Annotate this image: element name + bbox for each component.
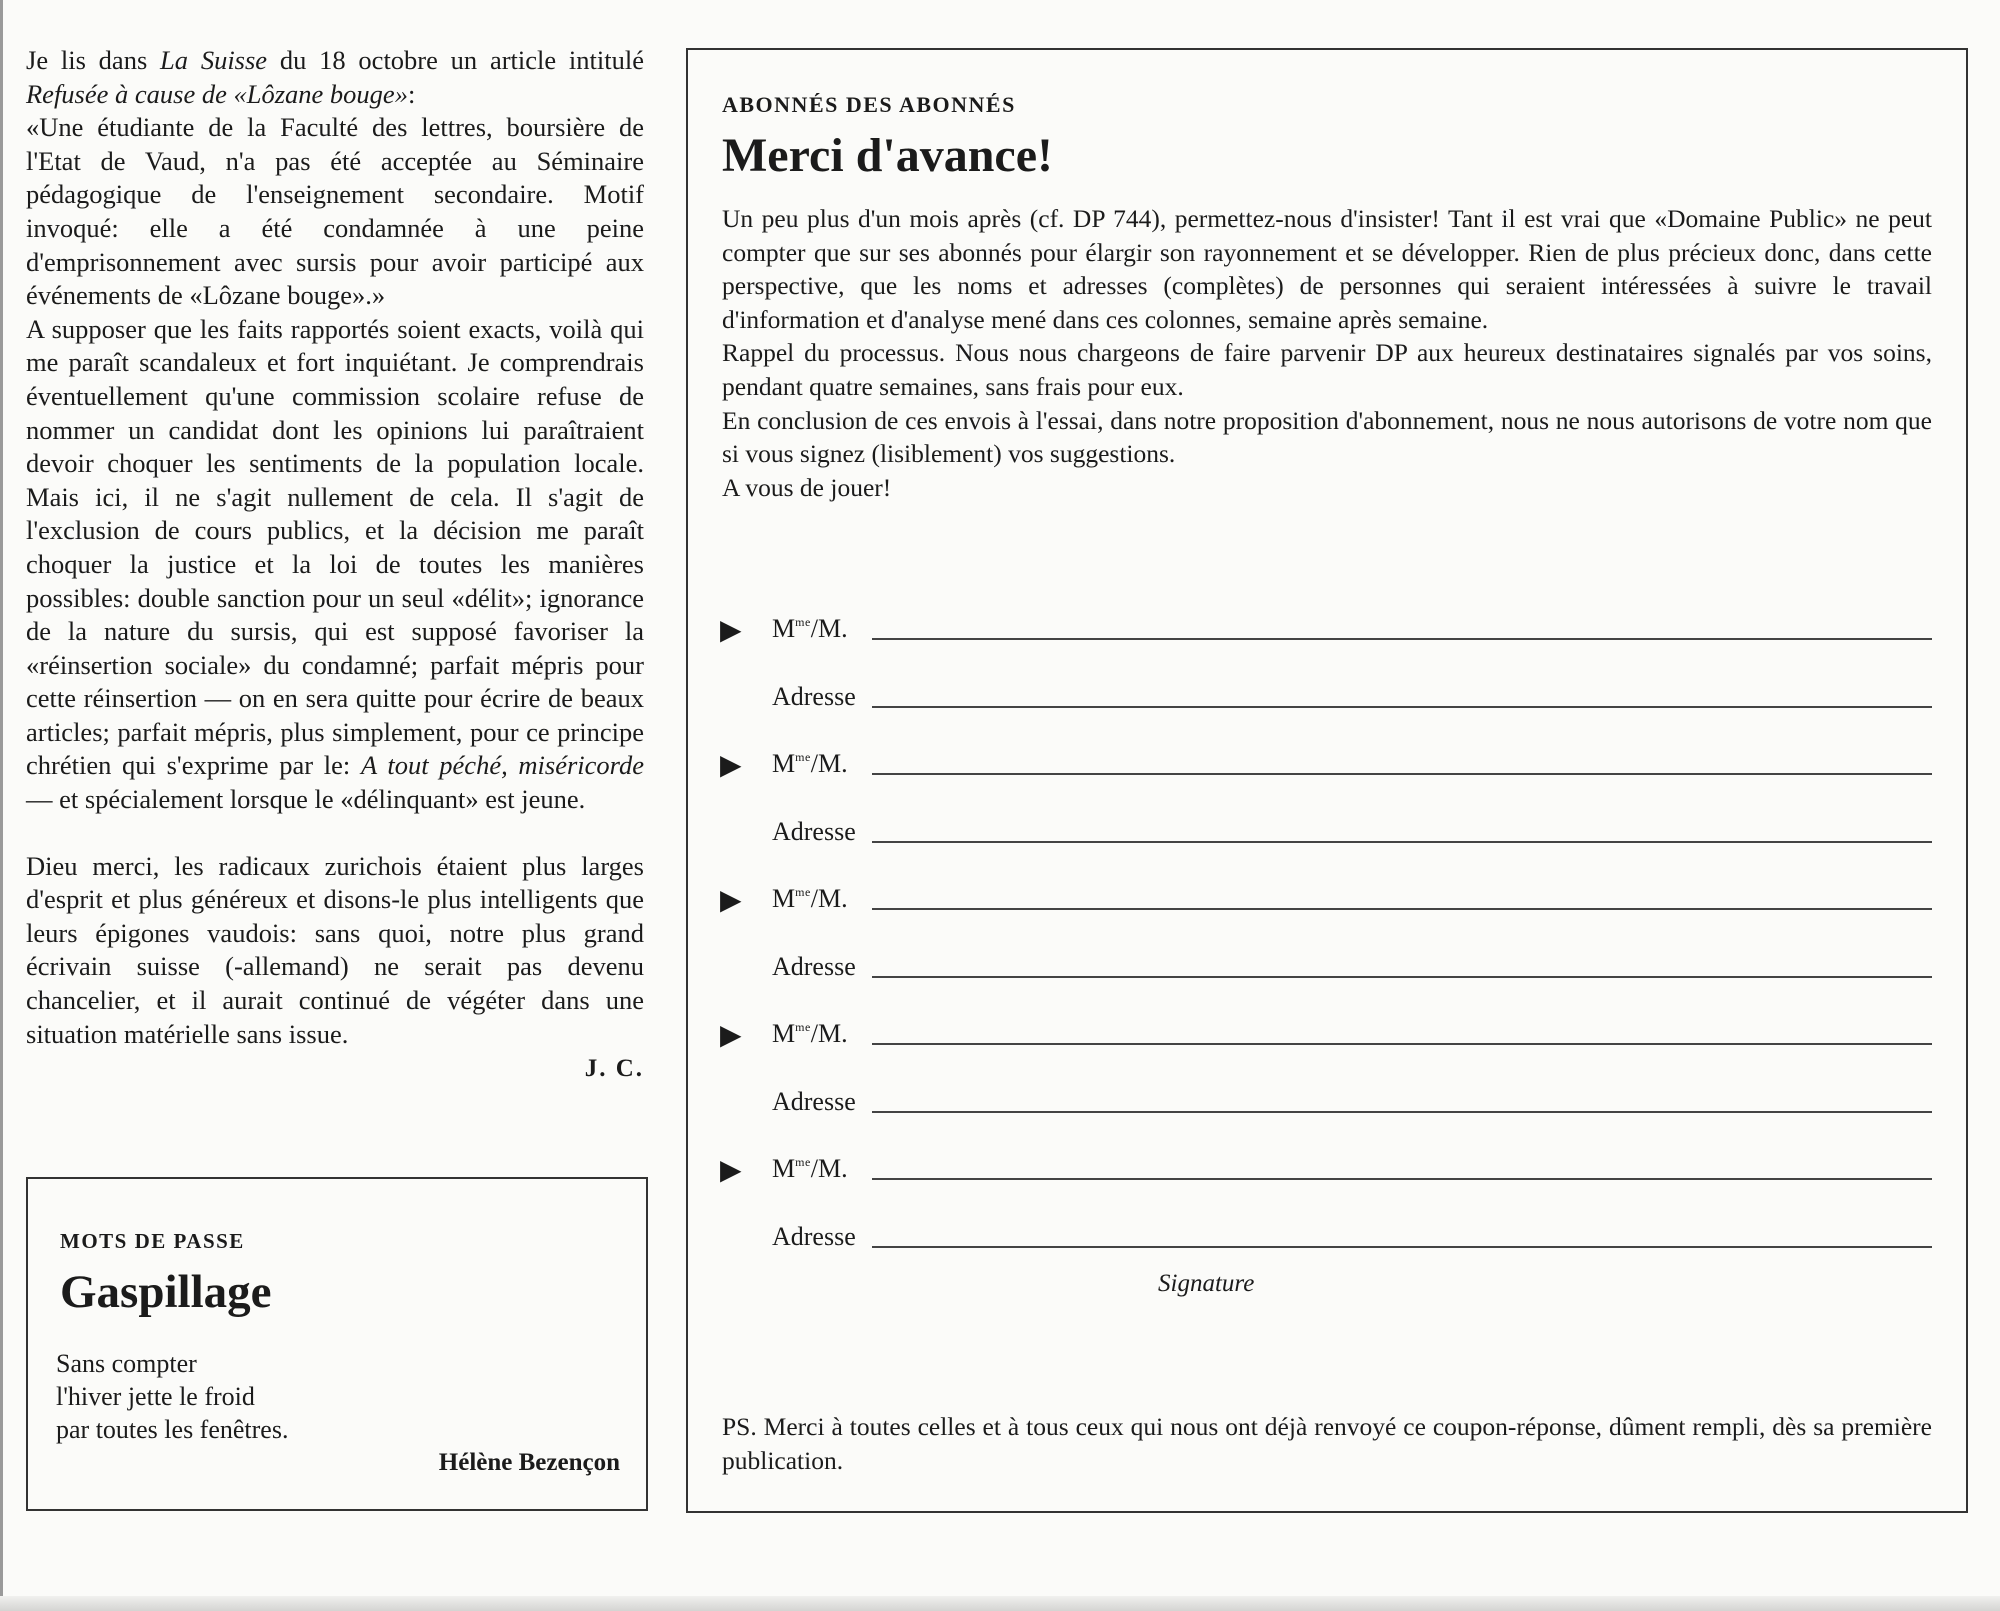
name-label-text: /M. <box>810 1019 848 1048</box>
subscription-box <box>686 48 1968 1513</box>
poem-line: par toutes les fenêtres. <box>56 1415 289 1444</box>
address-row <box>720 948 1940 1016</box>
address-field[interactable] <box>872 1111 1932 1113</box>
poem-title: Gaspillage <box>60 1266 272 1318</box>
poem-verse <box>56 1347 288 1446</box>
name-field[interactable] <box>872 638 1932 640</box>
poem-author: Hélène Bezençon <box>438 1449 620 1476</box>
address-label: Adresse <box>772 1086 856 1116</box>
intro-paragraph: Un peu plus d'un mois après (cf. DP 744), permettez-nous d'insister! Tant il est vrai que «Domaine Public» ne peut compter que sur ses abonnés pour élargir son rayonnement et se développer. Rien de plus précieux donc, dans cette perspective, que les noms et adresses (complètes) de personnes qui seraient intéressées à suivre le travail d'information et d'analyse mené dans ces colonnes, semaine après semaine. <box>722 204 1932 334</box>
address-row <box>720 1083 1940 1151</box>
signature-label: Signature <box>1158 1270 1255 1297</box>
article-text: du 18 octobre un article intitulé <box>267 45 645 75</box>
name-label <box>772 1154 848 1184</box>
article-column <box>26 44 644 1087</box>
subscription-kicker: ABONNÉS DES ABONNÉS <box>722 92 1016 117</box>
subscription-intro <box>722 202 1932 504</box>
poem-box <box>26 1177 648 1511</box>
name-row <box>720 880 1940 948</box>
article-paragraph <box>26 313 644 817</box>
intro-paragraph: A vous de jouer! <box>722 472 892 502</box>
article-text: — et spécialement lorsque le «délinquant» est jeune. <box>26 784 586 815</box>
intro-paragraph: Rappel du processus. Nous nous chargeons de faire parvenir DP aux heureux destinataires signalés par vos soins, pendant quatre semaines, sans frais pour eux. <box>722 338 1932 401</box>
address-row <box>720 1218 1940 1286</box>
name-label-sup: me <box>795 750 811 764</box>
name-field[interactable] <box>872 908 1932 910</box>
proverb-quote: A tout péché, miséricorde <box>360 750 645 781</box>
triangle-right-icon: ▶ <box>720 615 742 646</box>
cited-article-title: Refusée à cause de «Lôzane bouge» <box>26 78 408 109</box>
poem-line: l'hiver jette le froid <box>56 1382 255 1411</box>
address-field[interactable] <box>872 976 1932 978</box>
name-row <box>720 745 1940 813</box>
article-text: : <box>407 78 416 109</box>
triangle-right-icon: ▶ <box>720 885 742 916</box>
triangle-right-icon: ▶ <box>720 1155 742 1186</box>
name-label-text: M <box>772 1019 796 1048</box>
article-text: Je lis dans <box>26 45 161 75</box>
postscript: PS. Merci à toutes celles et à tous ceux qui nous ont déjà renvoyé ce coupon-réponse, dûment rempli, dès sa première publication. <box>722 1412 1932 1475</box>
name-row <box>720 610 1940 678</box>
name-label <box>772 884 848 914</box>
name-label <box>772 614 848 644</box>
name-label-text: /M. <box>810 749 848 778</box>
newspaper-name: La Suisse <box>160 45 268 75</box>
name-field[interactable] <box>872 1043 1932 1045</box>
name-label <box>772 749 848 779</box>
name-label-text: M <box>772 749 796 778</box>
article-text: A supposer que les faits rapportés soient exacts, voilà qui me paraît scandaleux et fort inquiétant. Je comprendrais éventuellement qu'une commission scolaire refuse de nommer un candidat dont les opinions lui paraîtraient devoir choquer les sentiments de la population locale. Mais ici, il ne s'agit nullement de cela. Il s'agit de l'exclusion de cours publics, et la décision me paraît choquer la justice et la loi de toutes les manières possibles: double sanction pour un seul «délit»; ignorance de la nature du sursis, qui est supposé favoriser la «réinsertion sociale» du condamné; parfait mépris pour cette réinsertion — on en sera quitte pour écrire de beaux articles; parfait mépris, plus simplement, pour ce principe chrétien qui s'exprime par le: <box>26 313 644 781</box>
address-label: Adresse <box>772 816 856 846</box>
address-label: Adresse <box>772 951 856 981</box>
article-paragraph <box>26 44 644 111</box>
name-label <box>772 1019 848 1049</box>
page-edge <box>0 0 3 1611</box>
article-signature: J. C. <box>584 1055 644 1083</box>
name-label-text: M <box>772 1154 796 1183</box>
address-field[interactable] <box>872 1246 1932 1248</box>
name-label-text: M <box>772 884 796 913</box>
subscription-title: Merci d'avance! <box>722 129 1054 182</box>
address-label: Adresse <box>772 1221 856 1251</box>
article-paragraph: Dieu merci, les radicaux zurichois étaient plus larges d'esprit et plus généreux et disons-le plus intelligents que leurs épigones vaudois: sans quoi, notre plus grand écrivain suisse (-allemand) ne serait pas devenu chancelier, et il aurait continué de végéter dans une situation matérielle sans issue. <box>26 850 644 1049</box>
name-label-sup: me <box>795 885 811 899</box>
name-label-text: /M. <box>810 884 848 913</box>
poem-kicker: MOTS DE PASSE <box>60 1229 245 1253</box>
name-field[interactable] <box>872 773 1932 775</box>
address-label: Adresse <box>772 681 856 711</box>
name-label-text: /M. <box>810 614 848 643</box>
poem-line: Sans compter <box>56 1349 197 1378</box>
coupon-form <box>720 610 1940 1285</box>
address-row <box>720 678 1940 746</box>
triangle-right-icon: ▶ <box>720 750 742 781</box>
name-label-text: /M. <box>810 1154 848 1183</box>
article-quote: «Une étudiante de la Faculté des lettres, boursière de l'Etat de Vaud, n'a pas été acceptée au Séminaire pédagogique de l'enseignement secondaire. Motif invoqué: elle a été condamnée à une peine d'emprisonnement avec sursis pour avoir participé aux événements de «Lôzane bouge».» <box>26 112 644 311</box>
triangle-right-icon: ▶ <box>720 1020 742 1051</box>
address-field[interactable] <box>872 841 1932 843</box>
name-row <box>720 1015 1940 1083</box>
name-label-text: M <box>772 614 796 643</box>
name-label-sup: me <box>795 1155 811 1169</box>
name-label-sup: me <box>795 615 811 629</box>
intro-paragraph: En conclusion de ces envois à l'essai, dans notre proposition d'abonnement, nous ne nous autorisons de votre nom que si vous signez (lisiblement) vos suggestions. <box>722 405 1932 469</box>
address-field[interactable] <box>872 706 1932 708</box>
page-bottom-edge <box>0 1596 2000 1611</box>
name-field[interactable] <box>872 1178 1932 1180</box>
name-label-sup: me <box>795 1020 811 1034</box>
name-row <box>720 1150 1940 1218</box>
address-row <box>720 813 1940 881</box>
